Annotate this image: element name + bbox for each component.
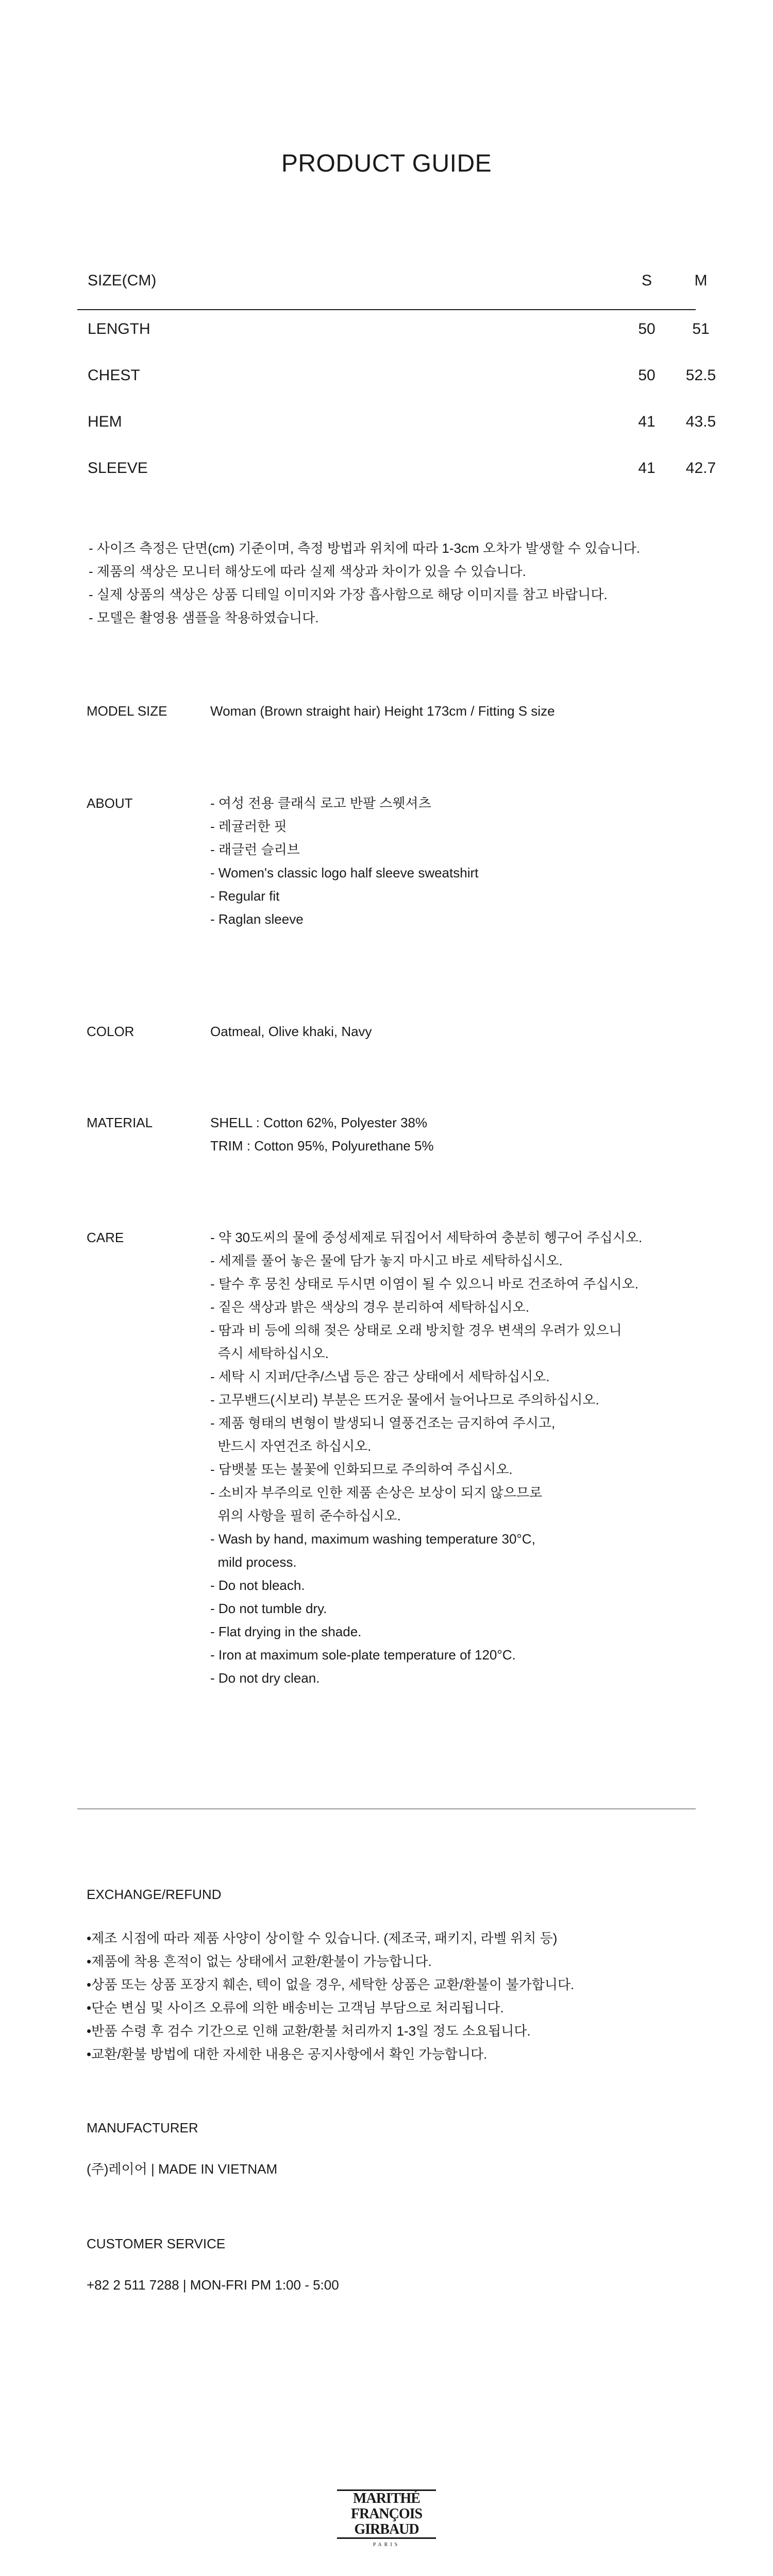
color-label: COLOR <box>87 1024 135 1039</box>
exchange-line: •반품 수령 후 검수 기간으로 인해 교환/환불 처리까지 1-3일 정도 소요됩니다. <box>87 2023 531 2039</box>
note-line: - 실제 상품의 색상은 상품 디테일 이미지와 가장 흡사함으로 해당 이미지를 참고 바랍니다. <box>89 587 608 602</box>
about-line: - Raglan sleeve <box>210 911 304 927</box>
size-header-m: M <box>694 272 708 289</box>
note-line: - 사이즈 측정은 단면(cm) 기준이며, 측정 방법과 위치에 따라 1-3cm 오차가 발생할 수 있습니다. <box>89 540 641 556</box>
size-table <box>77 263 716 496</box>
care-list <box>210 1226 642 1690</box>
brand-logo <box>335 2489 438 2552</box>
manufacturer-section <box>87 2116 277 2181</box>
size-table-header <box>77 263 708 310</box>
table-row <box>77 449 716 496</box>
about-line: - 래글런 슬리브 <box>210 842 300 857</box>
customer-service-label: CUSTOMER SERVICE <box>87 2236 226 2251</box>
care-line: - 제품 형태의 변형이 발생되니 열풍건조는 금지하여 주시고, <box>210 1415 556 1431</box>
about-label: ABOUT <box>87 795 133 811</box>
care-line: mild process. <box>210 1554 297 1570</box>
row-value-s: 50 <box>638 367 656 384</box>
care-line: - 짙은 색상과 밝은 색상의 경우 분리하여 세탁하십시오. <box>210 1299 529 1315</box>
care-line: - 세탁 시 지퍼/단추/스냅 등은 잠근 상태에서 세탁하십시오. <box>210 1369 550 1384</box>
exchange-line: •상품 또는 상품 포장지 훼손, 텍이 없을 경우, 세탁한 상품은 교환/환불이 불가합니다. <box>87 1977 575 1992</box>
size-header-label: SIZE(CM) <box>88 272 157 289</box>
row-label: LENGTH <box>88 320 150 337</box>
row-value-s: 41 <box>638 460 656 477</box>
care-line: - Iron at maximum sole-plate temperature of 120°C. <box>210 1647 516 1663</box>
care-line: - Wash by hand, maximum washing temperature 30°C, <box>210 1531 535 1547</box>
note-line: - 모델은 촬영용 샘플을 착용하였습니다. <box>89 610 319 625</box>
exchange-line: •교환/환불 방법에 대한 자세한 내용은 공지사항에서 확인 가능합니다. <box>87 2046 488 2062</box>
logo-tagline: PARIS <box>373 2542 400 2548</box>
color-value: Oatmeal, Olive khaki, Navy <box>210 1024 372 1039</box>
page-title: PRODUCT GUIDE <box>281 150 492 177</box>
row-value-m: 43.5 <box>685 413 716 430</box>
exchange-line: •제조 시점에 따라 제품 사양이 상이할 수 있습니다. (제조국, 패키지, 라벨 위치 등) <box>87 1930 558 1946</box>
care-line: - Flat drying in the shade. <box>210 1624 362 1639</box>
care-label: CARE <box>87 1230 124 1245</box>
exchange-refund-label: EXCHANGE/REFUND <box>87 1887 222 1902</box>
manufacturer-label: MANUFACTURER <box>87 2120 198 2136</box>
table-row <box>77 357 716 403</box>
care-line: - 탈수 후 뭉친 상태로 두시면 이염이 될 수 있으니 바로 건조하여 주십시오. <box>210 1276 638 1292</box>
care-line: 반드시 자연건조 하십시오. <box>210 1438 372 1454</box>
logo-bottom-rule <box>337 2537 436 2539</box>
care-line: 위의 사항을 필히 준수하십시오. <box>210 1508 401 1523</box>
size-notes <box>89 537 640 630</box>
exchange-line: •제품에 착용 흔적이 없는 상태에서 교환/환불이 가능합니다. <box>87 1954 432 1969</box>
about-list <box>210 792 478 931</box>
size-header-s: S <box>641 272 652 289</box>
about-line: - Women's classic logo half sleeve sweatshirt <box>210 865 479 880</box>
row-value-s: 50 <box>638 320 656 337</box>
logo-line: GIRBAUD <box>354 2521 419 2537</box>
care-line: - 소비자 부주의로 인한 제품 손상은 보상이 되지 않으므로 <box>210 1485 543 1500</box>
note-line: - 제품의 색상은 모니터 해상도에 따라 실제 색상과 차이가 있을 수 있습니다. <box>89 564 526 579</box>
care-line: 즉시 세탁하십시오. <box>210 1346 329 1361</box>
customer-service-value: +82 2 511 7288 | MON-FRI PM 1:00 - 5:00 <box>87 2277 339 2293</box>
section-divider <box>77 1808 696 1809</box>
care-line: - 고무밴드(시보리) 부분은 뜨거운 물에서 늘어나므로 주의하십시오. <box>210 1392 599 1408</box>
table-row <box>77 403 716 449</box>
table-row <box>77 310 710 357</box>
exchange-line: •단순 변심 및 사이즈 오류에 의한 배송비는 고객님 부담으로 처리됩니다. <box>87 2000 504 2015</box>
material-label: MATERIAL <box>87 1115 153 1130</box>
care-line: - 세제를 풀어 놓은 물에 담가 놓지 마시고 바로 세탁하십시오. <box>210 1253 563 1268</box>
about-line: - 레귤러한 핏 <box>210 819 287 834</box>
exchange-refund-list <box>87 1927 574 2066</box>
row-value-m: 51 <box>692 320 710 337</box>
material-line: TRIM : Cotton 95%, Polyurethane 5% <box>210 1138 434 1154</box>
care-line: - Do not bleach. <box>210 1578 305 1593</box>
material-list <box>210 1111 434 1158</box>
row-label: HEM <box>88 413 122 430</box>
exchange-refund-section <box>87 1883 574 2066</box>
about-line: - 여성 전용 클래식 로고 반팔 스웻셔츠 <box>210 795 431 811</box>
care-line: - 땀과 비 등에 의해 젖은 상태로 오래 방치할 경우 변색의 우려가 있으니 <box>210 1323 622 1338</box>
model-size-value: Woman (Brown straight hair) Height 173cm / Fitting S size <box>210 703 555 719</box>
row-value-m: 42.7 <box>685 460 716 477</box>
logo-line: FRANÇOIS <box>350 2506 423 2522</box>
care-line: - 약 30도씨의 물에 중성세제로 뒤집어서 세탁하여 충분히 헹구어 주십시오. <box>210 1230 643 1245</box>
row-label: SLEEVE <box>88 460 148 477</box>
row-value-s: 41 <box>638 413 656 430</box>
row-value-m: 52.5 <box>685 367 716 384</box>
about-line: - Regular fit <box>210 888 280 904</box>
care-line: - Do not tumble dry. <box>210 1601 327 1616</box>
model-size-label: MODEL SIZE <box>87 703 167 719</box>
manufacturer-value: (주)레이어 | MADE IN VIETNAM <box>87 2161 278 2177</box>
material-line: SHELL : Cotton 62%, Polyester 38% <box>210 1115 428 1130</box>
logo-line: MARITHÉ <box>353 2490 420 2506</box>
care-line: - Do not dry clean. <box>210 1670 320 1686</box>
care-line: - 담뱃불 또는 불꽃에 인화되므로 주의하여 주십시오. <box>210 1462 513 1477</box>
customer-service-section <box>87 2232 339 2297</box>
row-label: CHEST <box>88 367 140 384</box>
